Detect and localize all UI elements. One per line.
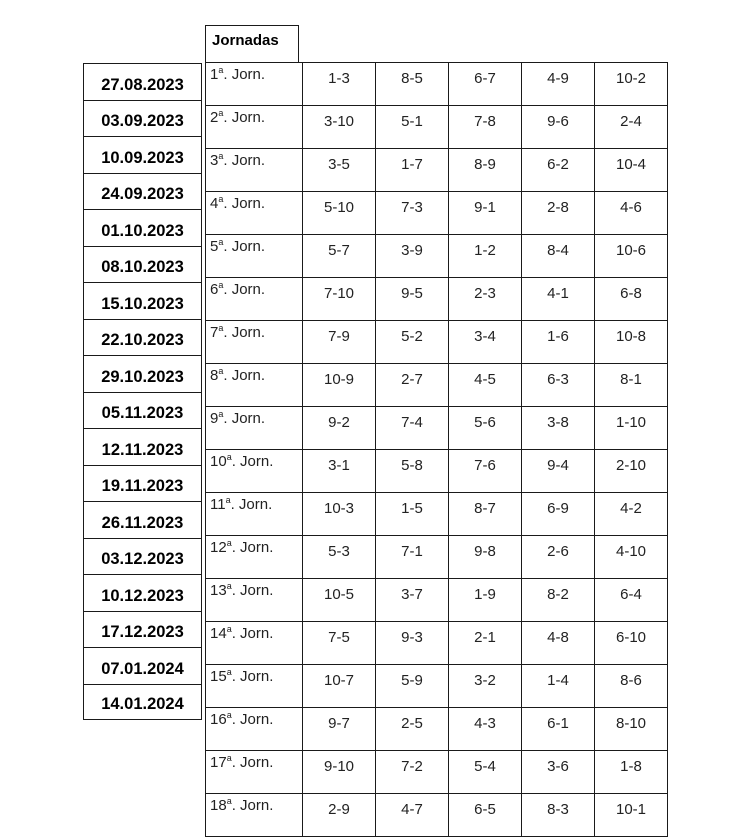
round-ordinal: a [226,753,232,763]
round-suffix: . Jorn. [223,281,266,298]
round-ordinal: a [218,65,224,75]
round-date: 15.10.2023 [83,282,202,319]
table-row [206,407,668,450]
match-cell: 7-9 [303,321,376,364]
round-suffix: . Jorn. [231,539,274,556]
round-label [206,708,303,751]
match-cell: 2-1 [449,622,522,665]
match-cell: 1-5 [376,493,449,536]
table-row [206,364,668,407]
table-row [206,321,668,364]
match-cell: 10-2 [595,63,668,106]
round-number: 5 [210,238,219,255]
round-ordinal: a [218,194,224,204]
round-label [206,106,303,149]
match-cell: 5-4 [449,751,522,794]
round-number: 16 [210,711,227,728]
table-row [206,149,668,192]
round-date: 10.09.2023 [83,136,202,173]
match-cell: 1-6 [522,321,595,364]
match-cell: 10-4 [595,149,668,192]
match-cell: 6-8 [595,278,668,321]
match-cell: 6-1 [522,708,595,751]
match-cell: 5-6 [449,407,522,450]
round-ordinal: a [225,495,231,505]
match-cell: 7-8 [449,106,522,149]
match-cell: 2-4 [595,106,668,149]
round-label [206,407,303,450]
jornadas-header: Jornadas [205,25,299,62]
round-ordinal: a [226,667,232,677]
match-cell: 9-2 [303,407,376,450]
round-number: 14 [210,625,227,642]
round-label [206,278,303,321]
table-row [206,794,668,837]
match-cell: 3-9 [376,235,449,278]
round-ordinal: a [218,366,224,376]
match-cell: 1-9 [449,579,522,622]
round-date: 12.11.2023 [83,428,202,465]
round-label [206,751,303,794]
round-suffix: . Jorn. [223,324,266,341]
match-cell: 1-2 [449,235,522,278]
round-date: 19.11.2023 [83,465,202,502]
round-label [206,149,303,192]
round-number: 11 [210,496,226,513]
table-row [206,579,668,622]
match-cell: 8-4 [522,235,595,278]
round-ordinal: a [218,151,224,161]
table-row [206,106,668,149]
table-row [206,708,668,751]
match-cell: 9-4 [522,450,595,493]
round-label [206,622,303,665]
round-date: 29.10.2023 [83,355,202,392]
round-number: 13 [210,582,227,599]
match-cell: 9-5 [376,278,449,321]
match-cell: 10-6 [595,235,668,278]
round-ordinal: a [226,581,232,591]
round-suffix: . Jorn. [231,711,274,728]
match-cell: 5-2 [376,321,449,364]
match-cell: 4-6 [595,192,668,235]
round-date: 24.09.2023 [83,173,202,210]
match-cell: 9-6 [522,106,595,149]
match-cell: 6-7 [449,63,522,106]
round-ordinal: a [226,710,232,720]
match-cell: 10-9 [303,364,376,407]
match-cell: 9-3 [376,622,449,665]
match-cell: 7-10 [303,278,376,321]
match-cell: 1-7 [376,149,449,192]
round-date: 26.11.2023 [83,501,202,538]
match-cell: 6-5 [449,794,522,837]
match-cell: 4-10 [595,536,668,579]
match-cell: 4-7 [376,794,449,837]
match-cell: 3-6 [522,751,595,794]
match-cell: 3-8 [522,407,595,450]
match-cell: 7-3 [376,192,449,235]
match-cell: 8-9 [449,149,522,192]
round-ordinal: a [226,624,232,634]
round-number: 1 [210,66,219,83]
round-date: 05.11.2023 [83,392,202,429]
round-suffix: . Jorn. [223,195,266,212]
round-label [206,493,303,536]
match-cell: 5-3 [303,536,376,579]
round-label [206,579,303,622]
round-ordinal: a [218,108,224,118]
match-cell: 2-10 [595,450,668,493]
match-cell: 8-10 [595,708,668,751]
round-suffix: . Jorn. [223,367,266,384]
match-cell: 8-5 [376,63,449,106]
round-ordinal: a [226,796,232,806]
match-cell: 4-3 [449,708,522,751]
match-cell: 2-8 [522,192,595,235]
match-cell: 3-10 [303,106,376,149]
match-cell: 9-7 [303,708,376,751]
round-date: 03.09.2023 [83,100,202,137]
round-ordinal: a [218,323,224,333]
match-cell: 6-4 [595,579,668,622]
match-cell: 9-8 [449,536,522,579]
match-cell: 2-5 [376,708,449,751]
round-suffix: . Jorn. [231,625,274,642]
match-cell: 8-3 [522,794,595,837]
match-cell: 4-5 [449,364,522,407]
round-number: 3 [210,152,219,169]
round-label [206,235,303,278]
round-ordinal: a [226,452,232,462]
round-ordinal: a [218,237,224,247]
dates-column [83,63,202,720]
match-cell: 5-10 [303,192,376,235]
match-cell: 8-1 [595,364,668,407]
match-cell: 3-7 [376,579,449,622]
match-cell: 3-4 [449,321,522,364]
match-cell: 4-9 [522,63,595,106]
round-number: 17 [210,754,227,771]
table-row [206,192,668,235]
match-cell: 7-4 [376,407,449,450]
match-cell: 10-1 [595,794,668,837]
table-row [206,665,668,708]
table-row [206,450,668,493]
match-cell: 6-10 [595,622,668,665]
match-cell: 1-10 [595,407,668,450]
table-row [206,622,668,665]
round-suffix: . Jorn. [223,238,266,255]
match-cell: 6-2 [522,149,595,192]
round-number: 15 [210,668,227,685]
match-cell: 10-7 [303,665,376,708]
match-cell: 3-5 [303,149,376,192]
table-row [206,536,668,579]
round-suffix: . Jorn. [223,410,266,427]
round-suffix: . Jorn. [231,754,274,771]
match-cell: 5-7 [303,235,376,278]
match-cell: 6-9 [522,493,595,536]
match-cell: 10-8 [595,321,668,364]
match-cell: 9-1 [449,192,522,235]
table-row [206,235,668,278]
round-date: 27.08.2023 [83,63,202,100]
round-suffix: . Jorn. [230,496,273,513]
round-number: 12 [210,539,227,556]
match-cell: 2-6 [522,536,595,579]
round-label [206,364,303,407]
round-suffix: . Jorn. [231,668,274,685]
match-cell: 6-3 [522,364,595,407]
match-cell: 5-9 [376,665,449,708]
match-cell: 1-3 [303,63,376,106]
match-cell: 2-3 [449,278,522,321]
match-cell: 9-10 [303,751,376,794]
table-row [206,751,668,794]
match-cell: 8-6 [595,665,668,708]
round-date: 17.12.2023 [83,611,202,648]
round-suffix: . Jorn. [231,797,274,814]
match-cell: 4-8 [522,622,595,665]
match-cell: 2-7 [376,364,449,407]
round-label [206,665,303,708]
round-suffix: . Jorn. [223,152,266,169]
round-ordinal: a [218,409,224,419]
round-number: 18 [210,797,227,814]
round-date: 22.10.2023 [83,319,202,356]
round-number: 2 [210,109,219,126]
round-number: 8 [210,367,219,384]
round-suffix: . Jorn. [231,582,274,599]
round-label [206,450,303,493]
match-cell: 10-3 [303,493,376,536]
match-cell: 10-5 [303,579,376,622]
round-date: 07.01.2024 [83,647,202,684]
match-cell: 8-7 [449,493,522,536]
match-cell: 4-2 [595,493,668,536]
round-date: 10.12.2023 [83,574,202,611]
match-cell: 5-8 [376,450,449,493]
round-number: 7 [210,324,219,341]
round-number: 6 [210,281,219,298]
match-cell: 7-2 [376,751,449,794]
schedule-table [205,62,668,837]
round-date: 08.10.2023 [83,246,202,283]
match-cell: 2-9 [303,794,376,837]
round-label [206,63,303,106]
round-number: 9 [210,410,219,427]
match-cell: 4-1 [522,278,595,321]
match-cell: 3-1 [303,450,376,493]
table-row [206,493,668,536]
match-cell: 3-2 [449,665,522,708]
match-cell: 1-4 [522,665,595,708]
round-label [206,321,303,364]
round-label [206,794,303,837]
match-cell: 7-5 [303,622,376,665]
match-cell: 8-2 [522,579,595,622]
table-row [206,278,668,321]
round-suffix: . Jorn. [223,109,266,126]
round-ordinal: a [218,280,224,290]
round-number: 4 [210,195,219,212]
match-cell: 7-6 [449,450,522,493]
table-row [206,63,668,106]
round-date: 03.12.2023 [83,538,202,575]
round-date: 14.01.2024 [83,684,202,721]
match-cell: 1-8 [595,751,668,794]
match-cell: 5-1 [376,106,449,149]
round-suffix: . Jorn. [231,453,274,470]
round-date: 01.10.2023 [83,209,202,246]
round-label [206,192,303,235]
round-label [206,536,303,579]
round-number: 10 [210,453,227,470]
round-suffix: . Jorn. [223,66,266,83]
match-cell: 7-1 [376,536,449,579]
round-ordinal: a [226,538,232,548]
